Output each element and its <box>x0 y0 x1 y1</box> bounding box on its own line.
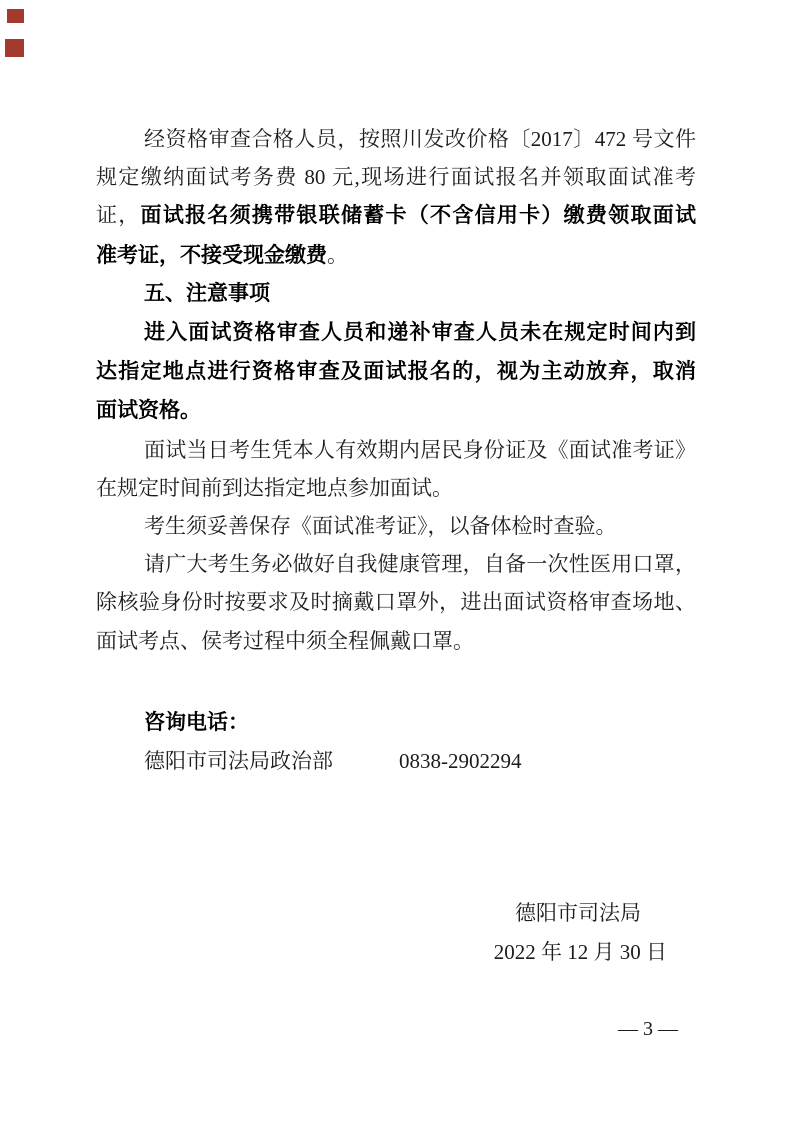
para-payment-notice-line2 <box>96 158 696 196</box>
text-run: 证， <box>96 203 141 228</box>
text-run-bold: 面试资格。 <box>96 399 201 423</box>
para-payment-notice-line4 <box>96 236 696 275</box>
text-run-bold: 面试报名须携带银联储蓄卡（不含信用卡）缴费领取面试 <box>140 204 697 228</box>
contact-heading: 咨询电话： <box>144 710 249 734</box>
text-run-bold: 达指定地点进行资格审查及面试报名的，视为主动放弃，取消 <box>96 360 696 384</box>
text-run: 除核验身份时按要求及时摘戴口罩外，进出面试资格审查场地、 <box>96 590 696 615</box>
para-no-show-forfeit-line2 <box>96 352 696 391</box>
contact-phone: 0838-2902294 <box>399 749 522 774</box>
text-run: 经资格审查合格人员，按照川发改价格〔2017〕472 号文件 <box>144 127 696 151</box>
red-stamp-mark-top <box>7 9 24 23</box>
text-run-bold: 进入面试资格审查人员和递补审查人员未在规定时间内到 <box>144 321 696 345</box>
text-run: 面试考点、侯考过程中须全程佩戴口罩。 <box>96 628 474 653</box>
para-mask-requirement-line1 <box>96 545 696 583</box>
para-payment-notice-line1 <box>96 120 696 158</box>
signature-date: 2022 年 12 月 30 日 <box>493 940 667 965</box>
para-mask-requirement-line3 <box>96 622 696 660</box>
red-stamp-mark-bottom <box>5 39 24 57</box>
document-body <box>96 120 696 972</box>
text-run: 请广大考生务必做好自我健康管理，自备一次性医用口罩， <box>144 552 696 577</box>
para-no-show-forfeit <box>96 313 696 431</box>
para-id-requirement-line2 <box>96 469 696 507</box>
contact-line <box>96 742 696 780</box>
signature-issuer: 德阳市司法局 <box>515 901 641 926</box>
text-run: 。 <box>327 242 348 267</box>
para-payment-notice-line3 <box>96 196 696 235</box>
para-id-requirement-line1 <box>96 431 696 469</box>
contact-department: 德阳市司法局政治部 <box>144 749 333 774</box>
section-heading-notes: 五、注意事项 <box>144 281 270 305</box>
para-keep-admission-ticket <box>96 507 696 545</box>
page-number: — 3 — <box>618 1018 678 1040</box>
para-no-show-forfeit-line1 <box>96 313 696 352</box>
text-run-bold: 准考证，不接受现金缴费 <box>96 243 327 267</box>
para-mask-requirement <box>96 545 696 660</box>
text-run: 在规定时间前到达指定地点参加面试。 <box>96 475 453 500</box>
signature-block <box>96 894 696 972</box>
text-run: 面试当日考生凭本人有效期内居民身份证及《面试准考证》 <box>144 437 696 462</box>
para-mask-requirement-line2 <box>96 583 696 621</box>
para-id-requirement <box>96 431 696 507</box>
text-run: 规定缴纳面试考务费 80 元,现场进行面试报名并领取面试准考 <box>96 165 696 190</box>
para-payment-notice <box>96 120 696 275</box>
text-run: 考生须妥善保存《面试准考证》，以备体检时查验。 <box>144 514 617 539</box>
para-keep-admission-ticket-line1 <box>96 507 696 545</box>
para-no-show-forfeit-line3 <box>96 391 696 430</box>
